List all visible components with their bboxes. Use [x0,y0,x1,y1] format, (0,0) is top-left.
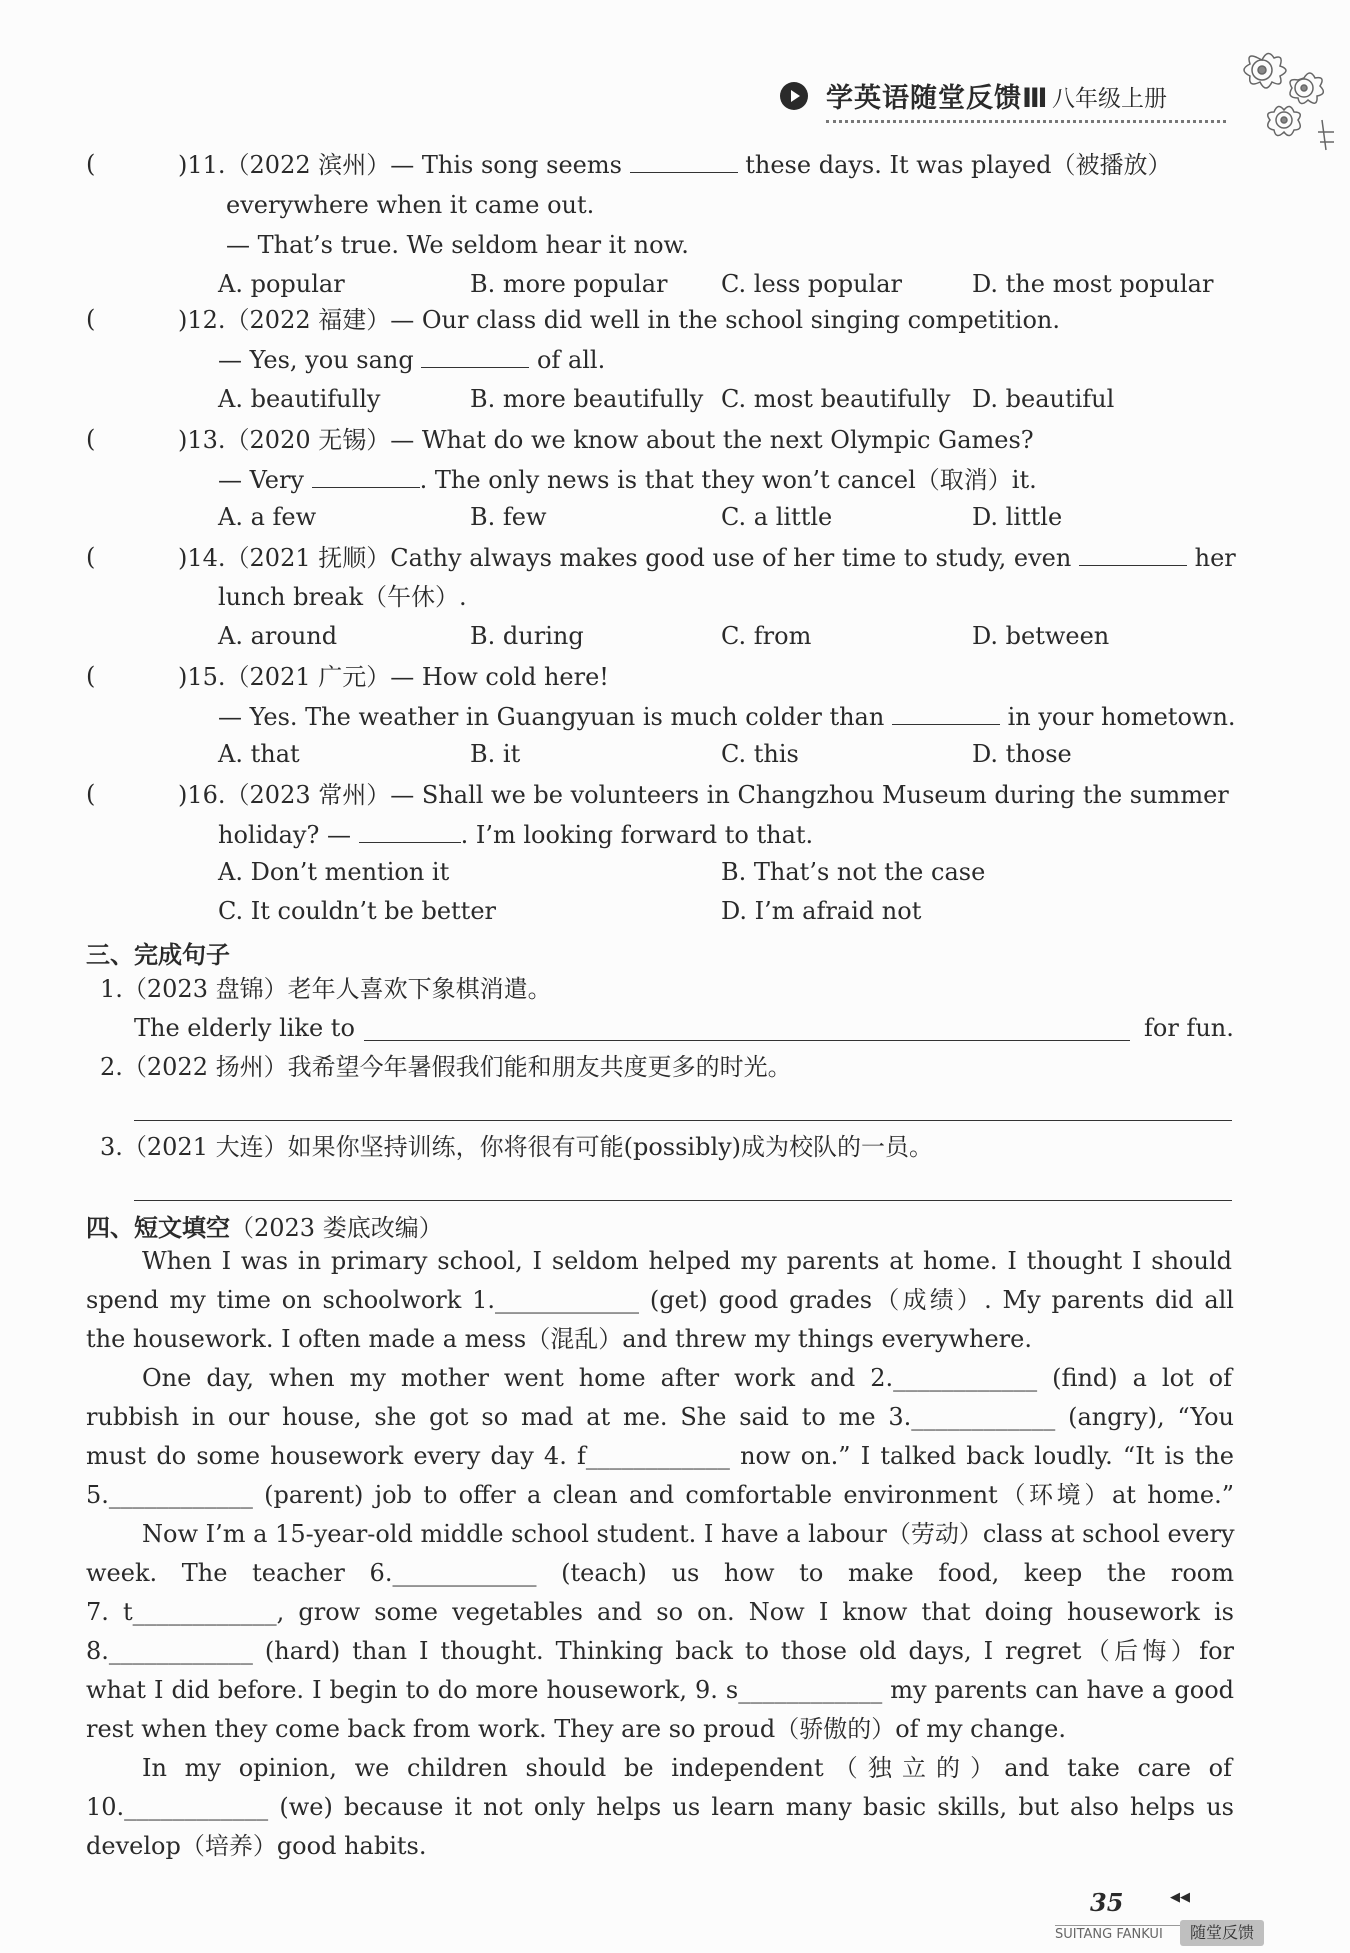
option-b[interactable]: B. it [470,740,521,768]
option-c[interactable]: C. less popular [721,270,902,298]
passage-line: what I did before. I begin to do more housework, 9. s____________ my parents can have a good [86,1676,1234,1704]
header-dotted-rule [826,120,1226,123]
passage-line: Now I’m a 15-year-old middle school student. I have a labour（劳动）class at school every [142,1520,1235,1548]
option-d[interactable]: D. between [972,622,1110,650]
question-13-line-2: — Very . The only news is that they won’t cancel（取消）it. [218,466,1037,494]
answer-line[interactable] [134,1200,1232,1201]
option-c[interactable]: C. from [721,622,812,650]
footer-rule [1055,1925,1195,1926]
option-d[interactable]: D. little [972,503,1063,531]
passage-line: week. The teacher 6.____________ (teach) us how to make food, keep the room [86,1559,1234,1587]
answer-blank[interactable] [630,150,738,173]
book-grade: 八年级上册 [1052,86,1167,112]
option-d[interactable]: D. the most popular [972,270,1214,298]
sentence-1-end: for fun. [1144,1014,1234,1042]
section-title: 四、短文填空（2023 娄底改编） [86,1214,443,1242]
answer-line[interactable] [134,1120,1232,1121]
question-14-line-2: lunch break（午休）. [218,583,467,611]
answer-blank[interactable] [892,702,1000,725]
page-header [780,72,1250,132]
sentence-1-prompt: 1.（2023 盘锦）老年人喜欢下象棋消遣。 [100,975,552,1003]
question-11-line-3: — That’s true. We seldom hear it now. [226,231,689,259]
question-12: )12.（2022 福建）— Our class did well in the school singing competition. [178,306,1060,334]
sentence-3-prompt: 3.（2021 大连）如果你坚持训练，你将很有可能(possibly)成为校队的一员。 [100,1133,934,1161]
page-number: 35 [1090,1888,1124,1917]
passage-line: 10.____________ (we) because it not only helps us learn many basic skills, but also helps us [86,1793,1234,1821]
option-b[interactable]: B. few [470,503,547,531]
passage-line: In my opinion, we children should be independent（独立的）and take care of [142,1754,1232,1782]
question-15-line-2: — Yes. The weather in Guangyuan is much colder than in your hometown. [218,703,1236,731]
option-d[interactable]: D. I’m afraid not [721,897,922,925]
option-c[interactable]: C. a little [721,503,833,531]
question-11-line-2: everywhere when it came out. [226,191,595,219]
option-a[interactable]: A. Don’t mention it [218,858,450,886]
passage-line: 7. t____________, grow some vegetables and so on. Now I know that doing housework is [86,1598,1234,1626]
flower-decoration-icon [1222,40,1342,160]
option-b[interactable]: B. more popular [470,270,668,298]
sentence-2-prompt: 2.（2022 扬州）我希望今年暑假我们能和朋友共度更多的时光。 [100,1053,792,1081]
sentence-1-start: The elderly like to [134,1014,355,1042]
question-11: )11.（2022 滨州）— This song seems these days. It was played（被播放） [178,151,1172,179]
passage-line: develop（培养）good habits. [86,1832,427,1860]
option-b[interactable]: B. That’s not the case [721,858,986,886]
book-title: 学英语随堂反馈Ⅲ [826,83,1049,114]
answer-blank[interactable] [312,465,420,488]
option-c[interactable]: C. It couldn’t be better [218,897,496,925]
option-a[interactable]: A. that [218,740,300,768]
option-d[interactable]: D. those [972,740,1072,768]
passage-line: rest when they come back from work. They are so proud（骄傲的）of my change. [86,1715,1067,1743]
option-a[interactable]: A. beautifully [218,385,381,413]
option-d[interactable]: D. beautiful [972,385,1115,413]
passage-line: 5.____________ (parent) job to offer a clean and comfortable environment（环境）at home.” [86,1481,1234,1509]
passage-line: must do some housework every day 4. f____________ now on.” I talked back loudly. “It is the [86,1442,1234,1470]
passage-line: rubbish in our house, she got so mad at me. She said to me 3.____________ (angry), “You [86,1403,1234,1431]
answer-blank[interactable] [359,820,461,843]
option-b[interactable]: B. more beautifully [470,385,704,413]
passage-line: spend my time on schoolwork 1.____________ (get) good grades（成绩）. My parents did all [86,1286,1234,1314]
option-a[interactable]: A. popular [218,270,345,298]
passage-line: When I was in primary school, I seldom helped my parents at home. I thought I should [142,1247,1232,1275]
question-16: )16.（2023 常州）— Shall we be volunteers in Changzhou Museum during the summer [178,781,1229,809]
option-a[interactable]: A. around [218,622,338,650]
answer-line[interactable] [364,1040,1130,1041]
option-c[interactable]: C. most beautifully [721,385,951,413]
question-13: )13.（2020 无锡）— What do we know about the next Olympic Games? [178,426,1034,454]
passage-line: 8.____________ (hard) than I thought. Thinking back to those old days, I regret（后悔）for [86,1637,1234,1665]
option-a[interactable]: A. a few [218,503,317,531]
rewind-icon: ◀◀ [1170,1890,1190,1905]
passage-line: the housework. I often made a mess（混乱）and threw my things everywhere. [86,1325,1032,1353]
answer-blank[interactable] [421,345,529,368]
section-title: 三、完成句子 [86,941,230,969]
footer-subtitle: SUITANG FANKUI [1055,1927,1163,1942]
option-b[interactable]: B. during [470,622,584,650]
question-14: )14.（2021 抚顺）Cathy always makes good use of her time to study, even her [178,544,1236,572]
question-12-line-2: — Yes, you sang of all. [218,346,606,374]
footer-badge: 随堂反馈 [1180,1920,1264,1946]
play-icon [780,82,808,110]
question-15: )15.（2021 广元）— How cold here! [178,663,609,691]
answer-blank[interactable] [1079,543,1187,566]
option-c[interactable]: C. this [721,740,799,768]
question-16-line-2: holiday? — . I’m looking forward to that. [218,821,814,849]
passage-line: One day, when my mother went home after work and 2.____________ (find) a lot of [142,1364,1232,1392]
